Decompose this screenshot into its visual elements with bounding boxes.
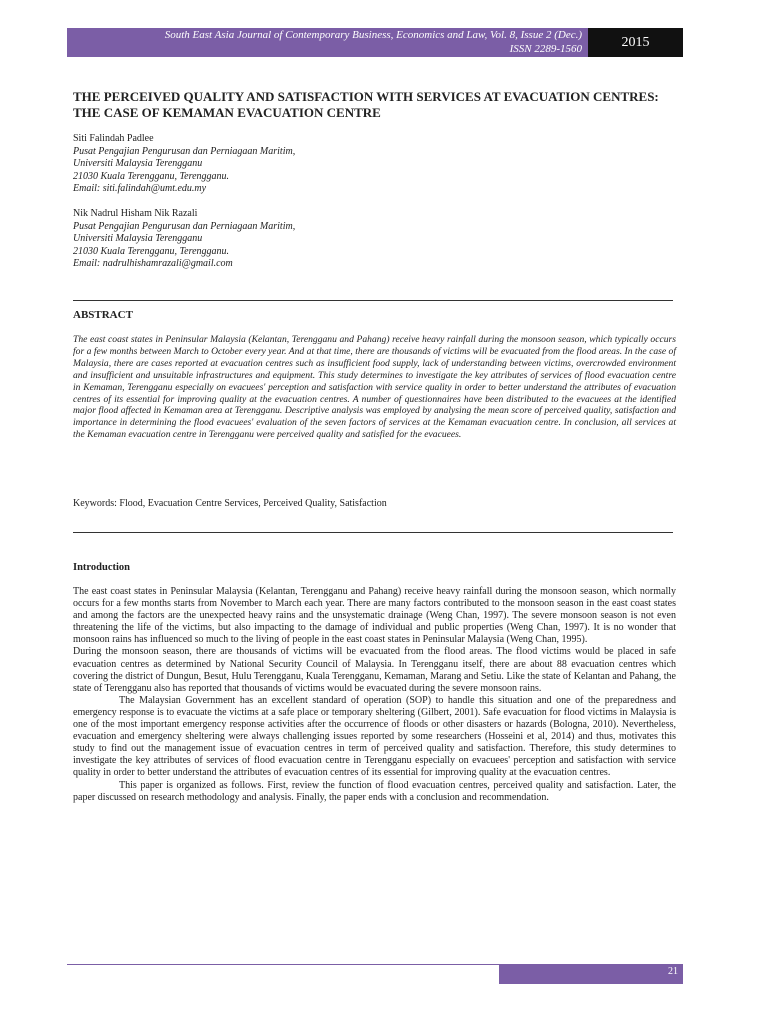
introduction-body — [73, 586, 676, 804]
abstract-heading: ABSTRACT — [73, 309, 133, 321]
journal-year: 2015 — [588, 28, 683, 57]
journal-issn: ISSN 2289-1560 — [509, 42, 582, 55]
author-department: Pusat Pengajian Pengurusan dan Perniagaan Maritim, — [73, 145, 296, 157]
author-university: Universiti Malaysia Terengganu — [73, 233, 203, 245]
author-block-2 — [73, 208, 473, 271]
journal-header-bar — [67, 28, 588, 57]
author-email: Email: nadrulhishamrazali@gmail.com — [73, 258, 233, 270]
author-block-1 — [73, 133, 473, 196]
keywords: Keywords: Flood, Evacuation Centre Services, Perceived Quality, Satisfaction — [73, 498, 387, 509]
author-email: Email: siti.falindah@umt.edu.my — [73, 183, 207, 195]
divider-top — [73, 300, 673, 301]
paper-title: THE PERCEIVED QUALITY AND SATISFACTION WITH SERVICES AT EVACUATION CENTRES: THE CASE OF KEMAMAN EVACUATION CENTRE — [73, 89, 659, 120]
author-department: Pusat Pengajian Pengurusan dan Perniagaan Maritim, — [73, 220, 296, 232]
author-name: Siti Falindah Padlee — [73, 133, 154, 144]
paragraph: The Malaysian Government has an excellent standard of operation (SOP) to handle this situation and one of the preparedness and emergency response is to evacuate the victims at a safe place or temporary sheltering (Gilbert, 2001). Safe evacuation for flood victims in Malaysia is one of the most important emergency response activities after the occurrence of floods or other disasters or hazards (Bologna, 2010). Nevertheless, evacuation and emergency sheltering were always challenging issues reported by some researchers (Hosseini et al, 2014) and thus, motivates this study to find out the management issue of evacuation centres in term of perceived quality and satisfaction. Therefore, this study determines to investigate the key attributes of services of flood evacuation centre in Terengganu especially on evacuees' perception and satisfaction with service quality in order to better understand the attributes of evacuation centres of its essential for improving quality at the evacuation centres. — [73, 694, 676, 779]
page-number: 21 — [499, 964, 683, 984]
paragraph: During the monsoon season, there are thousands of victims will be evacuated from the flood areas. The flood victims would be placed in safe evacuation centres as determined by National Security Council of Malaysia. In Terengganu itself, there are about 88 evacuation centres which covering the district of Dungun, Besut, Hulu Terengganu, Kuala Terengganu, Kemaman, Marang and Setiu. Like the state of Kelantan and Pahang, the state of Terengganu also has reported that thousands of victims would be evacuated during the severe monsoon rains. — [73, 646, 676, 694]
abstract-text: The east coast states in Peninsular Malaysia (Kelantan, Terengganu and Pahang) receive heavy rainfall during the monsoon season, which typically occurs for a few months between March to October every year. And at that time, there are thousands of victims will be evacuated from the flood areas. In the case of Malaysia, there are cases reported at evacuation centres such as insufficient food supply, lack of understanding between victims, overcrowded environment and insufficient and unsuitable infrastructures and equipment. This study determines to investigate the key attributes of services of flood evacuation centre in Kemaman, Terengganu especially on evacuees' perception and satisfaction with service quality in order to better understand the attributes of evacuation centres of its essential for improving quality at the evacuation centres. A number of questionnaires have been distributed to the evacuees at the identified major flood affected in Kemaman area at Terengganu. Descriptive analysis was employed by analysing the mean score of perceived quality, satisfaction and importance in determining the flood evacuees' evaluation of the seven factors of services at the Kemaman evacuation centre. In conclusion, all services at the Kemaman evacuation centre in Terengganu were perceived quality and satisfied for the evacuees. — [73, 334, 676, 441]
paragraph: This paper is organized as follows. First, review the function of flood evacuation centres, perceived quality and satisfaction. Later, the paper discussed on research methodology and analysis. Finally, the paper ends with a conclusion and recommendation. — [73, 779, 676, 803]
author-name: Nik Nadrul Hisham Nik Razali — [73, 208, 198, 219]
paragraph: The east coast states in Peninsular Malaysia (Kelantan, Terengganu and Pahang) receive heavy rainfall during the monsoon season, which normally occurs for a few months starts from November to March each year. There are many factors contributed to the monsoon season in the east coast states and among the factors are the unexpected heavy rains and the unsystematic drainage (Weng Chan, 1997). The severe monsoon season is not even threatening the life of the victims, but also impacting to the damage of individual and public properties (Weng Chan, 1997). It is no wonder that monsoon rains has influenced so much to the living of people in the east coast states in Peninsular Malaysia (Weng Chan, 1995). — [73, 586, 676, 646]
author-address: 21030 Kuala Terengganu, Terengganu. — [73, 245, 230, 257]
divider-bottom — [73, 532, 673, 533]
footer-rule — [67, 964, 499, 965]
section-heading-introduction: Introduction — [73, 562, 130, 573]
journal-citation: South East Asia Journal of Contemporary Business, Economics and Law, Vol. 8, Issue 2 (Dec.) — [164, 29, 582, 41]
author-address: 21030 Kuala Terengganu, Terengganu. — [73, 170, 230, 182]
author-university: Universiti Malaysia Terengganu — [73, 158, 203, 170]
